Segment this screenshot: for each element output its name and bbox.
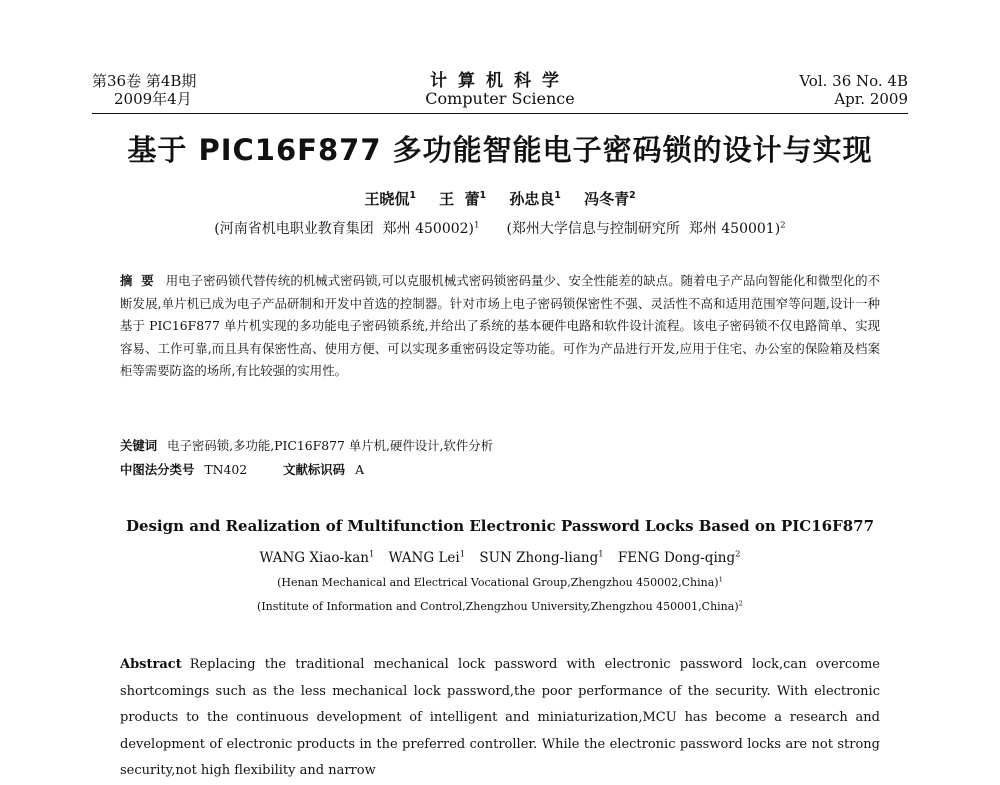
abstract-en-label: Abstract [120,657,182,672]
keywords-cn-text: 电子密码锁,多功能,PIC16F877 单片机,硬件设计,软件分析 [167,438,494,453]
doc-code-value: A [355,462,365,477]
author-en: FENG Dong-qing$^2$ [617,548,741,566]
volume-issue: 第36卷 第4B期 [92,72,197,90]
journal-name [92,72,908,108]
author-cn: 冯冬青$^2$ [584,190,636,208]
clc-value: TN402 [204,462,248,477]
paper-title-cn: 基于 PIC16F877 多功能智能电子密码锁的设计与实现 [127,133,873,167]
paper-title-en: Design and Realization of Multifunction Electronic Password Locks Based on PIC16F877 [125,517,875,535]
affiliation-cn: (河南省机电职业教育集团 郑州 450002)$^1$ (郑州大学信息与控制研究所 郑州 450001)$^2$ [214,220,786,237]
author-cn: 王晓侃$^1$ [364,190,416,208]
abstract-cn-text: 用电子密码锁代替传统的机械式密码锁,可以克服机械式密码锁密码量少、安全性能差的缺点。随着电子产品向智能化和微型化的不断发展,单片机已成为电子产品研制和开发中首选的控制器。针对市场上电子密码锁保密性不强、灵活性不高和适用范围窄等问题,设计一种基于 PIC16F877 单片机实现的多功能电子密码锁系统,并给出了系统的基本硬件电路和软件设计流程。该电子密码锁不仅电路简单、实现容易、工作可靠,而且具有保密性高、使用方便、可以实现多重密码设定等功能。可作为产品进行开发,应用于住宅、办公室的保险箱及档案柜等需要防盗的场所,有比较强的实用性。 [120,273,880,378]
header-rule [92,113,908,114]
abstract-cn [120,270,880,383]
affiliation-cn-1: (河南省机电职业教育集团 郑州 450002) [214,221,475,237]
author-list-cn [0,188,1000,209]
affiliation-cn-2: (郑州大学信息与控制研究所 郑州 450001) [506,221,781,237]
abstract-en-text: Replacing the traditional mechanical lock password with electronic password lock,can overcome shortcomings such as the less mechanical lock password,the poor performance of the security. With electronic products to the continuous development of intelligent and miniaturization,MCU has become a research and development of electronic products in the preferred controller. While the electronic password locks are not strong security,not high flexibility and narrow [120,657,880,778]
volume-issue-en: Vol. 36 No. 4B [799,72,908,90]
author-en: WANG Lei$^1$ [388,548,466,566]
publication-date-cn: 2009年4月 [114,90,192,108]
classification-line [120,459,364,481]
publication-date-en: Apr. 2009 [834,90,908,108]
author-cn: 孙忠良$^1$ [509,190,561,208]
keywords-cn [120,435,880,457]
journal-name-en: Computer Science [425,89,575,108]
author-en: WANG Xiao-kan$^1$ [259,548,375,566]
abstract-cn-label: 摘 要 [120,273,154,288]
clc-label: 中图法分类号 [120,462,195,477]
doc-code-label: 文献标识码 [283,462,346,477]
author-cn: 王 蕾$^1$ [439,190,487,208]
author-en: SUN Zhong-liang$^1$ [479,548,604,566]
journal-name-cn: 计算机科学 [430,71,570,91]
affiliation-en-2: (Institute of Information and Control,Zhengzhou University,Zhengzhou 450001,China)$^2$ [257,599,743,613]
running-header [92,72,908,114]
abstract-en [120,652,880,785]
journal-volume-info-en [799,72,908,108]
affiliation-en-1: (Henan Mechanical and Electrical Vocational Group,Zhengzhou 450002,China)$^1$ [277,575,723,589]
author-list-en [0,550,1000,566]
keywords-cn-label: 关键词 [120,438,158,453]
